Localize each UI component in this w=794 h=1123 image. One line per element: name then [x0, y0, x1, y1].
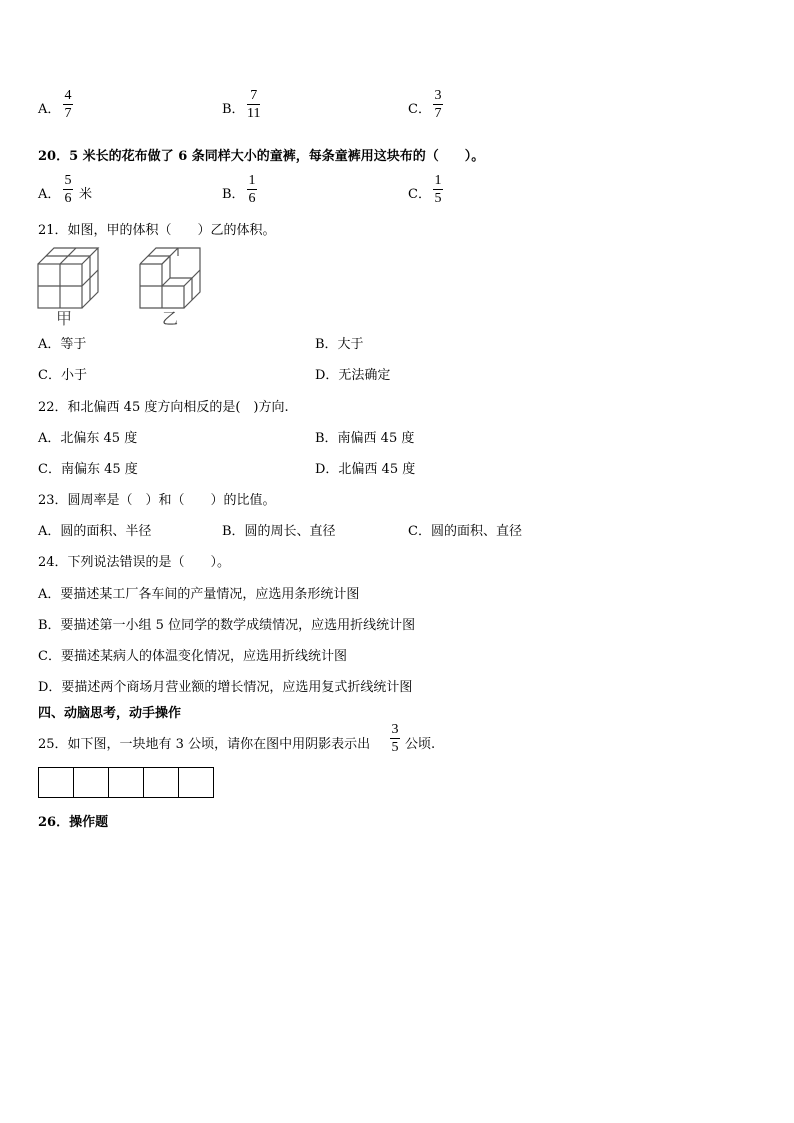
q25-text-after: 公顷.	[405, 737, 436, 752]
q22-option-b: B．南偏西 45 度	[315, 431, 415, 446]
q20-option-a-fraction: 5 6	[64, 173, 72, 206]
q25-text	[38, 733, 370, 752]
q26-text: 26．操作题	[38, 815, 109, 830]
q22-text: 22．和北偏西 45 度方向相反的是( )方向.	[38, 400, 289, 415]
grid-cell[interactable]	[178, 767, 214, 798]
q25-text-before: 25．如下图，一块地有 3 公顷，请你在图中用阴影表示出	[38, 737, 371, 752]
q20-option-b-fraction: 1 6	[248, 173, 256, 206]
cube-figure-yi	[136, 240, 208, 328]
q24-text: 24．下列说法错误的是（ ）。	[38, 555, 231, 570]
q24-option-b: B．要描述第一小组 5 位同学的数学成绩情况，应选用折线统计图	[38, 618, 416, 633]
cube-figure-jia-label: 甲	[56, 309, 73, 328]
q23-option-b: B．圆的周长、直径	[222, 524, 336, 539]
q24-option-c: C．要描述某病人的体温变化情况，应选用折线统计图	[38, 649, 347, 664]
q22-option-c: C．南偏东 45 度	[38, 462, 138, 477]
q19-option-b-fraction: 7 11	[247, 88, 261, 121]
q24-option-d: D．要描述两个商场月营业额的增长情况，应选用复式折线统计图	[38, 680, 413, 695]
q19-option-a-label: A．	[38, 102, 61, 117]
q21-option-c: C．小于	[38, 368, 87, 383]
grid-cell[interactable]	[108, 767, 144, 798]
q20-option-c-fraction: 1 5	[434, 173, 442, 206]
q22-option-a: A．北偏东 45 度	[38, 431, 138, 446]
q23-option-c: C．圆的面积、直径	[408, 524, 522, 539]
cube-figure-jia	[34, 240, 106, 328]
land-grid	[38, 767, 214, 798]
q21-option-a: A．等于	[38, 337, 87, 352]
q23-option-a: A．圆的面积、半径	[38, 524, 152, 539]
q22-option-d: D．北偏西 45 度	[315, 462, 416, 477]
section-heading: 四、动脑思考，动手操作	[38, 706, 182, 721]
q23-text: 23．圆周率是（ ）和（ ）的比值。	[38, 493, 276, 508]
q20-text: 20．5 米长的花布做了 6 条同样大小的童裤，每条童裤用这块布的（ ）。	[38, 149, 485, 164]
q20-option-b-label: B．	[222, 187, 245, 202]
q21-option-d: D．无法确定	[315, 368, 391, 383]
q19-option-b-label: B．	[222, 102, 245, 117]
q20-option-c-label: C．	[408, 187, 431, 202]
q19-option-c-fraction: 3 7	[434, 88, 442, 121]
q20-option-a-label: A．	[38, 187, 61, 202]
q19-option-c-label: C．	[408, 102, 431, 117]
q21-option-b: B．大于	[315, 337, 364, 352]
q24-option-a: A．要描述某工厂各车间的产量情况，应选用条形统计图	[38, 587, 360, 602]
cube-figure-yi-label: 乙	[162, 309, 179, 328]
q20-option-a-unit: 米	[79, 187, 93, 202]
grid-cell[interactable]	[143, 767, 179, 798]
q19-option-a-fraction: 4 7	[64, 88, 72, 121]
grid-cell[interactable]	[38, 767, 74, 798]
q21-text: 21．如图，甲的体积（ ）乙的体积。	[38, 223, 276, 238]
grid-cell[interactable]	[73, 767, 109, 798]
q25-fraction: 3 5	[391, 722, 399, 755]
